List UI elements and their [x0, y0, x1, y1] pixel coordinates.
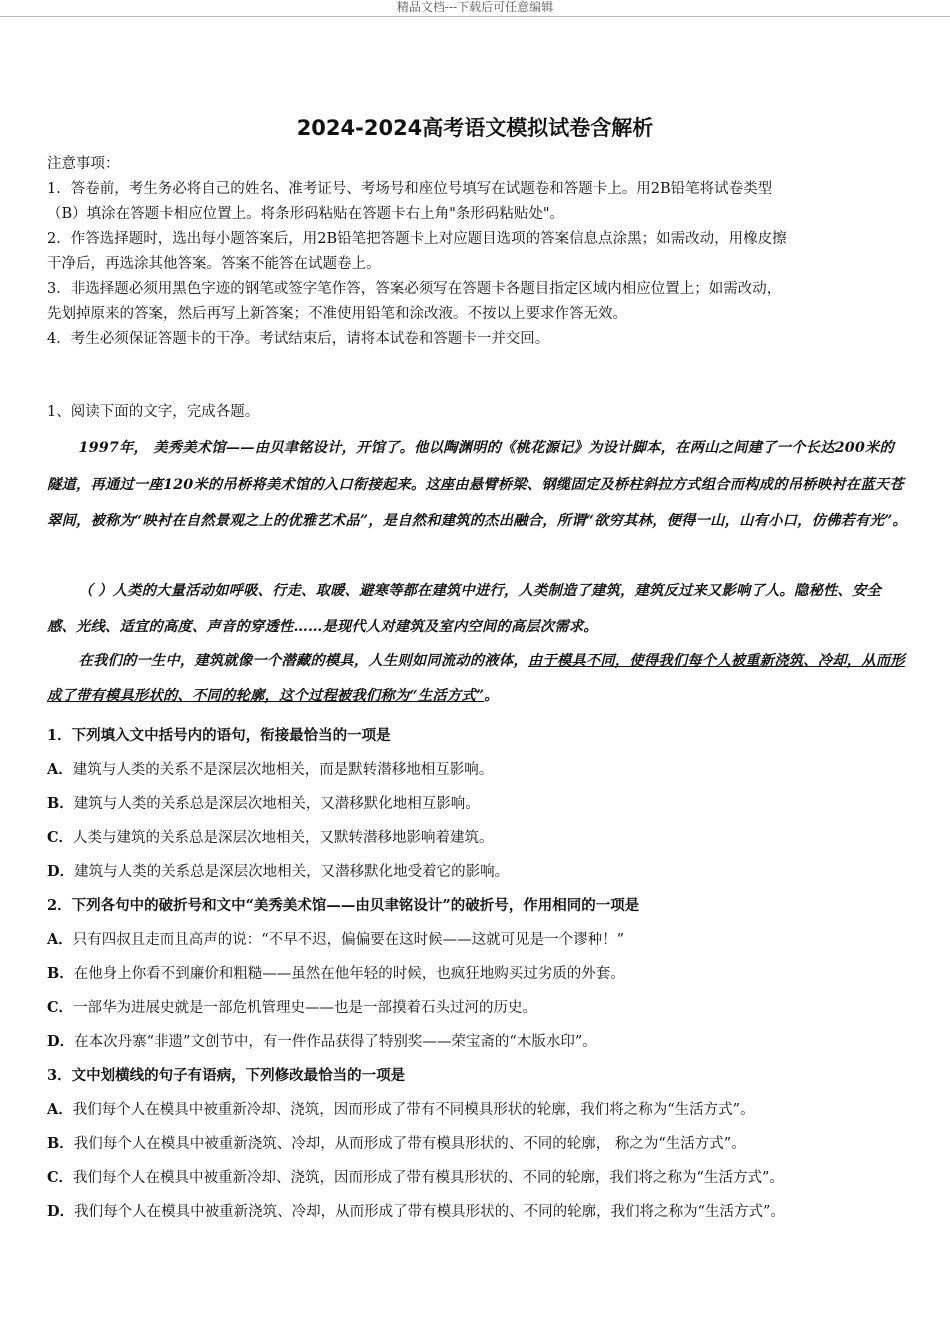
- option-letter: B．: [47, 795, 74, 812]
- option-letter: A．: [47, 1101, 73, 1118]
- notice-heading: 注意事项：: [47, 156, 120, 172]
- passage-paragraph-2: [47, 573, 907, 645]
- question-stem: 2．下列各句中的破折号和文中“美秀美术馆——由贝聿铭设计”的破折号，作用相同的一项是: [47, 897, 640, 914]
- option-letter: D．: [47, 863, 75, 880]
- reading-question-heading: 1、阅读下面的文字，完成各题。: [47, 404, 260, 420]
- option-item: [47, 855, 912, 889]
- option-text: 在他身上你看不到廉价和粗糙——虽然在他年轻的时候，也疯狂地购买过劣质的外套。: [73, 966, 625, 982]
- option-text: 建筑与人类的关系不是深层次地相关，而是默转潜移地相互影响。: [72, 762, 494, 778]
- option-text: 我们每个人在模具中被重新浇筑、冷却，从而形成了带有模具形状的、不同的轮廓，我们将之称为“生活方式”。: [74, 1204, 785, 1220]
- option-text: 人类与建筑的关系总是深层次地相关，又默转潜移地影响着建筑。: [73, 830, 494, 846]
- option-letter: A．: [47, 931, 73, 948]
- passage-text: 1997年， 美秀美术馆——由贝聿铭设计，开馆了。他以陶渊明的《桃花源记》为设计脚本，在两山之间建了一个长达200米的隧道，再通过一座120米的吊桥将美术馆的入口衔接起来。这座由悬臂桥梁、钢缆固定及桥柱斜拉方式组合而构成的吊桥映衬在蓝天苍翠间，被称为“映衬在自然景观之上的优雅艺术品”，是自然和建筑的杰出融合，所谓“欲穷其林，便得一山，山有小口，仿佛若有光”。: [47, 440, 908, 529]
- underlined-sentence: 由于模具不同，使得我们每个人被重新浇筑、冷却，从而形成了带有模具形状的、不同的轮廓，这个过程被我们称为“生活方式”: [47, 653, 905, 704]
- document-title: 2024-2024高考语文模拟试卷含解析: [296, 116, 654, 140]
- option-text: 一部华为进展史就是一部危机管理史——也是一部摸着石头过河的历史。: [73, 1000, 538, 1016]
- option-letter: D．: [47, 1033, 75, 1050]
- option-letter: C．: [47, 999, 74, 1016]
- header-divider: [0, 16, 950, 17]
- notice-line: 3．非选择题必须用黑色字迹的钢笔或签字笔作答，答案必须写在答题卡各题目指定区域内相应位置上；如需改动，: [47, 281, 782, 297]
- passage-paragraph-3: [47, 644, 907, 714]
- option-item: [47, 821, 912, 855]
- option-item: [47, 753, 912, 787]
- passage-text: （ ）人类的大量活动如呼吸、行走、取暖、避寒等都在建筑中进行，人类制造了建筑，建筑反过来又影响了人。隐秘性、安全感、光线、适宜的高度、声音的穿透性……是现代人对建筑及室内空间的高层次需求。: [47, 583, 881, 635]
- page-header: 精品文档---下载后可任意编辑: [396, 0, 554, 14]
- option-item: [47, 991, 912, 1025]
- option-text: 我们每个人在模具中被重新浇筑、冷却，从而形成了带有模具形状的、不同的轮廓， 称之为“生活方式”。: [73, 1136, 746, 1152]
- notice-line: 先划掉原来的答案，然后再写上新答案；不准使用铅笔和涂改液。不按以上要求作答无效。: [47, 306, 627, 322]
- passage-text-end: 。: [484, 688, 499, 704]
- option-text: 我们每个人在模具中被重新冷却、浇筑，因而形成了带有模具形状的、不同的轮廓，我们将之称为“生活方式”。: [73, 1170, 784, 1186]
- option-item: [47, 1161, 912, 1195]
- option-item: [47, 957, 912, 991]
- option-item: [47, 1127, 912, 1161]
- option-item: [47, 923, 912, 957]
- option-text: 只有四叔且走而且高声的说：“不早不迟，偏偏要在这时候——这就可见是一个谬种！”: [72, 932, 625, 948]
- notice-line: （B）填涂在答题卡相应位置上。将条形码粘贴在答题卡右上角"条形码粘贴处"。: [47, 206, 564, 222]
- option-letter: B．: [47, 965, 74, 982]
- notice-line: 4．考生必须保证答题卡的干净。考试结束后，请将本试卷和答题卡一并交回。: [47, 331, 550, 347]
- option-text: 建筑与人类的关系总是深层次地相关，又潜移默化地受着它的影响。: [74, 864, 510, 880]
- option-text: 建筑与人类的关系总是深层次地相关，又潜移默化地相互影响。: [73, 796, 480, 812]
- question-stem: 1．下列填入文中括号内的语句，衔接最恰当的一项是: [47, 727, 391, 744]
- option-letter: D．: [47, 1203, 75, 1220]
- option-text: 我们每个人在模具中被重新冷却、浇筑，因而形成了带有不同模具形状的轮廓，我们将之称为“生活方式”。: [72, 1102, 755, 1118]
- option-letter: A．: [47, 761, 73, 778]
- notice-section: [47, 152, 912, 352]
- notice-line: 2．作答选择题时，选出每小题答案后，用2B铅笔把答题卡上对应题目选项的答案信息点涂黑；如需改动，用橡皮擦: [47, 231, 787, 247]
- option-item: [47, 1025, 912, 1059]
- option-item: [47, 1093, 912, 1127]
- question-stem: 3．文中划横线的句子有语病，下列修改最恰当的一项是: [47, 1067, 406, 1084]
- option-letter: C．: [47, 1169, 74, 1186]
- passage-text: [47, 644, 907, 714]
- option-letter: B．: [47, 1135, 74, 1152]
- option-item: [47, 1195, 912, 1229]
- passage-paragraph-1: [47, 430, 907, 540]
- notice-line: 干净后，再选涂其他答案。答案不能答在试题卷上。: [47, 256, 381, 272]
- passage-text-plain: 在我们的一生中，建筑就像一个潜藏的模具，人生则如同流动的液体，: [78, 653, 528, 669]
- option-text: 在本次丹寨“非遗”文创节中，有一件作品获得了特别奖——荣宝斋的“木版水印”。: [74, 1034, 597, 1050]
- option-letter: C．: [47, 829, 74, 846]
- option-item: [47, 787, 912, 821]
- question-list: [47, 719, 912, 1229]
- notice-line: 1．答卷前，考生务必将自己的姓名、准考证号、考场号和座位号填写在试题卷和答题卡上。用2B铅笔将试卷类型: [47, 181, 773, 197]
